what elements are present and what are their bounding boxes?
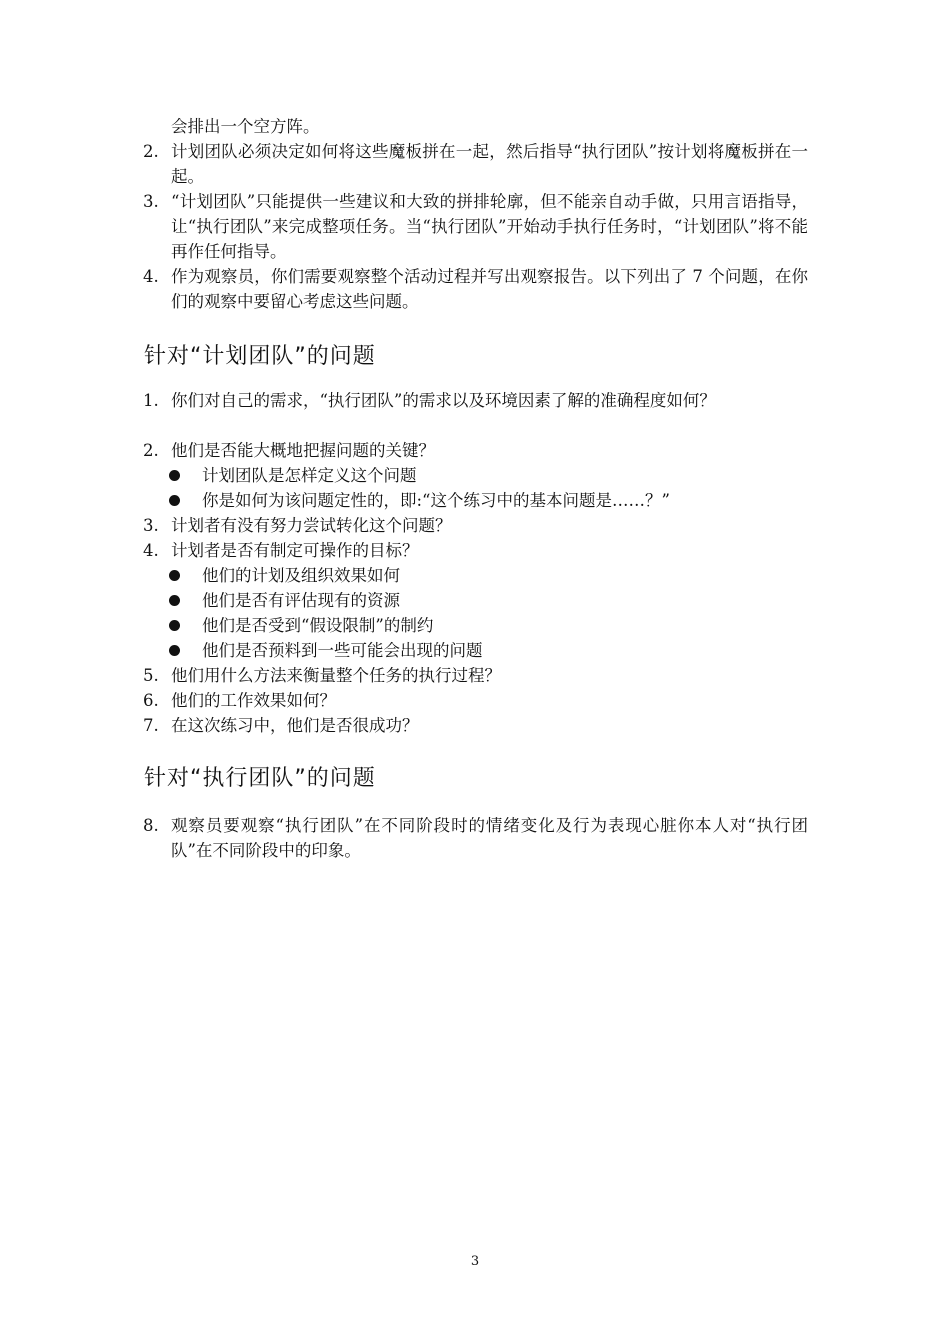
bullet-item bbox=[169, 563, 809, 588]
item-number: 4. bbox=[143, 267, 159, 286]
question-number: 7. bbox=[143, 716, 159, 735]
list-item bbox=[143, 189, 808, 264]
bullet-text: 计划团队是怎样定义这个问题 bbox=[202, 466, 417, 485]
bullet-item bbox=[169, 588, 809, 613]
question-item bbox=[143, 388, 808, 413]
bullet-text: 他们是否预料到一些可能会出现的问题 bbox=[202, 641, 483, 660]
question-item bbox=[143, 438, 808, 463]
question-number: 5. bbox=[143, 666, 159, 685]
question-number: 6. bbox=[143, 691, 159, 710]
item-number: 2. bbox=[143, 142, 159, 161]
item-text: 作为观察员，你们需要观察整个活动过程并写出观察报告。以下列出了 7 个问题，在你们的观察中要留心考虑这些问题。 bbox=[171, 267, 808, 311]
question-number: 1. bbox=[143, 391, 159, 410]
question-number: 3. bbox=[143, 516, 159, 535]
question-item bbox=[143, 688, 808, 713]
section-heading-execution: 针对“执行团队”的问题 bbox=[144, 766, 376, 791]
question-item bbox=[143, 813, 808, 863]
item-text: 计划团队必须决定如何将这些魔板拼在一起，然后指导“执行团队”按计划将魔板拼在一起。 bbox=[171, 142, 808, 186]
bullet-text: 他们的计划及组织效果如何 bbox=[202, 566, 400, 585]
bullet-item bbox=[169, 638, 809, 663]
bullet-dot-icon bbox=[169, 620, 180, 631]
item-text: “计划团队”只能提供一些建议和大致的拼排轮廓，但不能亲自动手做，只用言语指导，让“执行团队”来完成整项任务。当“执行团队”开始动手执行任务时，“计划团队”将不能再作任何指导。 bbox=[171, 192, 808, 261]
question-text: 他们用什么方法来衡量整个任务的执行过程？ bbox=[171, 666, 501, 685]
bullet-dot-icon bbox=[169, 595, 180, 606]
page-number: 3 bbox=[470, 1254, 480, 1269]
section-heading-planning: 针对“计划团队”的问题 bbox=[144, 344, 376, 369]
question-text: 他们的工作效果如何？ bbox=[171, 691, 336, 710]
list-item bbox=[143, 139, 808, 189]
bullet-text: 他们是否有评估现有的资源 bbox=[202, 591, 400, 610]
bullet-dot-icon bbox=[169, 495, 180, 506]
question-text: 在这次练习中，他们是否很成功？ bbox=[171, 716, 419, 735]
question-item bbox=[143, 713, 808, 738]
bullet-text: 你是如何为该问题定性的，即:“这个练习中的基本问题是……？” bbox=[202, 491, 670, 510]
continuation-line: 会排出一个空方阵。 bbox=[171, 117, 320, 136]
list-item bbox=[143, 264, 808, 314]
question-item bbox=[143, 538, 808, 563]
bullet-item bbox=[169, 613, 809, 638]
question-text: 你们对自己的需求，“执行团队”的需求以及环境因素了解的准确程度如何？ bbox=[171, 391, 716, 410]
bullet-item bbox=[169, 463, 809, 488]
bullet-dot-icon bbox=[169, 645, 180, 656]
question-number: 4. bbox=[143, 541, 159, 560]
bullet-dot-icon bbox=[169, 470, 180, 481]
item-number: 3. bbox=[143, 192, 159, 211]
question-text: 他们是否能大概地把握问题的关键？ bbox=[171, 441, 435, 460]
question-item bbox=[143, 663, 808, 688]
question-text: 计划者有没有努力尝试转化这个问题？ bbox=[171, 516, 452, 535]
bullet-text: 他们是否受到“假设限制”的制约 bbox=[202, 616, 434, 635]
bullet-item bbox=[169, 488, 809, 513]
bullet-dot-icon bbox=[169, 570, 180, 581]
question-number: 2. bbox=[143, 441, 159, 460]
question-item bbox=[143, 513, 808, 538]
question-text: 计划者是否有制定可操作的目标？ bbox=[171, 541, 419, 560]
question-text: 观察员要观察“执行团队”在不同阶段时的情绪变化及行为表现心脏你本人对“执行团队”在不同阶段中的印象。 bbox=[171, 816, 808, 860]
question-number: 8. bbox=[143, 816, 159, 835]
